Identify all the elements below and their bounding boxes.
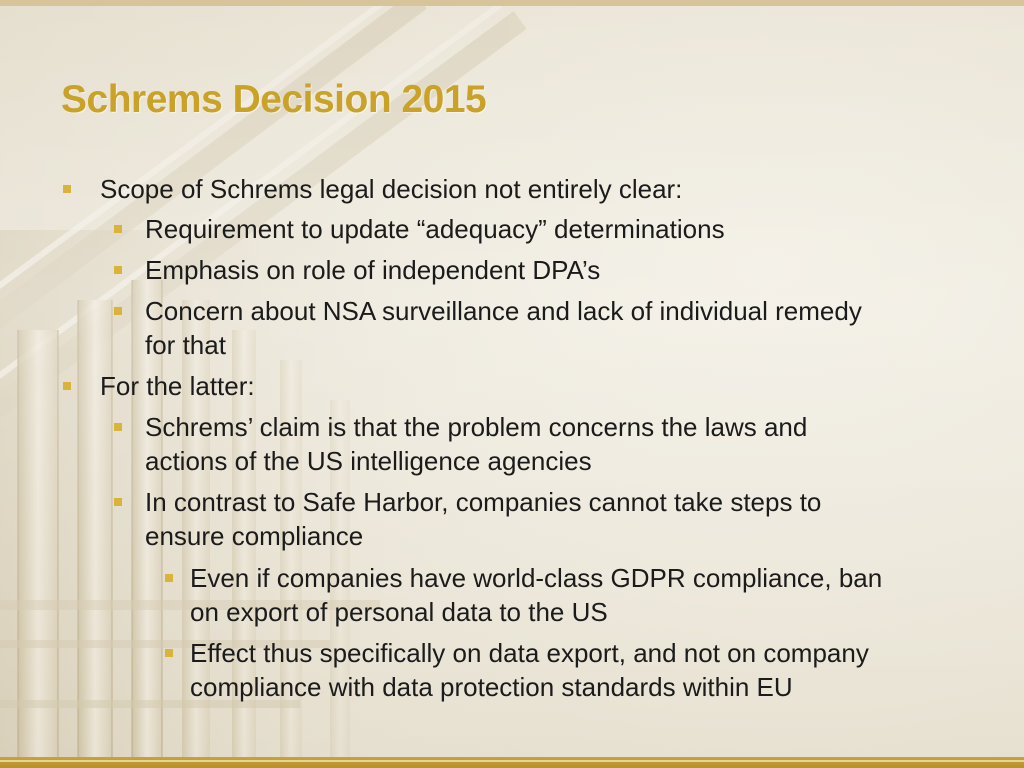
list-item [145,485,821,553]
square-bullet-icon [114,266,122,274]
list-item [145,410,807,478]
square-bullet-icon [63,382,71,390]
bullet-text: For the latter: [100,371,255,401]
list-item [100,369,255,403]
bullet-text: Requirement to update “adequacy” determinations [145,214,725,244]
list-item [145,294,862,362]
bullet-text-line: actions of the US intelligence agencies [145,446,592,476]
square-bullet-icon [114,307,122,315]
square-bullet-icon [114,225,122,233]
square-bullet-icon [114,423,122,431]
slide-title: Schrems Decision 2015 [61,78,487,121]
bullet-text-line: Schrems’ claim is that the problem concerns the laws and [145,412,808,442]
bullet-text: Scope of Schrems legal decision not entirely clear: [100,174,683,204]
bullet-text-line: compliance with data protection standards within EU [190,672,793,702]
list-item [145,212,725,246]
bullet-text-line: In contrast to Safe Harbor, companies cannot take steps to [145,487,822,517]
bullet-text-line: on export of personal data to the US [190,597,608,627]
square-bullet-icon [165,574,173,582]
bottom-rule [0,757,1024,768]
bullet-text: Emphasis on role of independent DPA’s [145,255,601,285]
bullet-text-line: Concern about NSA surveillance and lack of individual remedy [145,296,862,326]
bullet-text-line: Even if companies have world-class GDPR compliance, ban [190,563,883,593]
bullet-text-line: ensure compliance [145,521,364,551]
square-bullet-icon [63,185,71,193]
bullet-text-line: Effect thus specifically on data export, and not on company [190,638,869,668]
list-item [190,561,882,629]
square-bullet-icon [114,498,122,506]
list-item [145,253,600,287]
bullet-text-line: for that [145,330,226,360]
list-item [100,172,682,206]
top-rule [0,0,1024,6]
square-bullet-icon [165,649,173,657]
list-item [190,636,869,704]
